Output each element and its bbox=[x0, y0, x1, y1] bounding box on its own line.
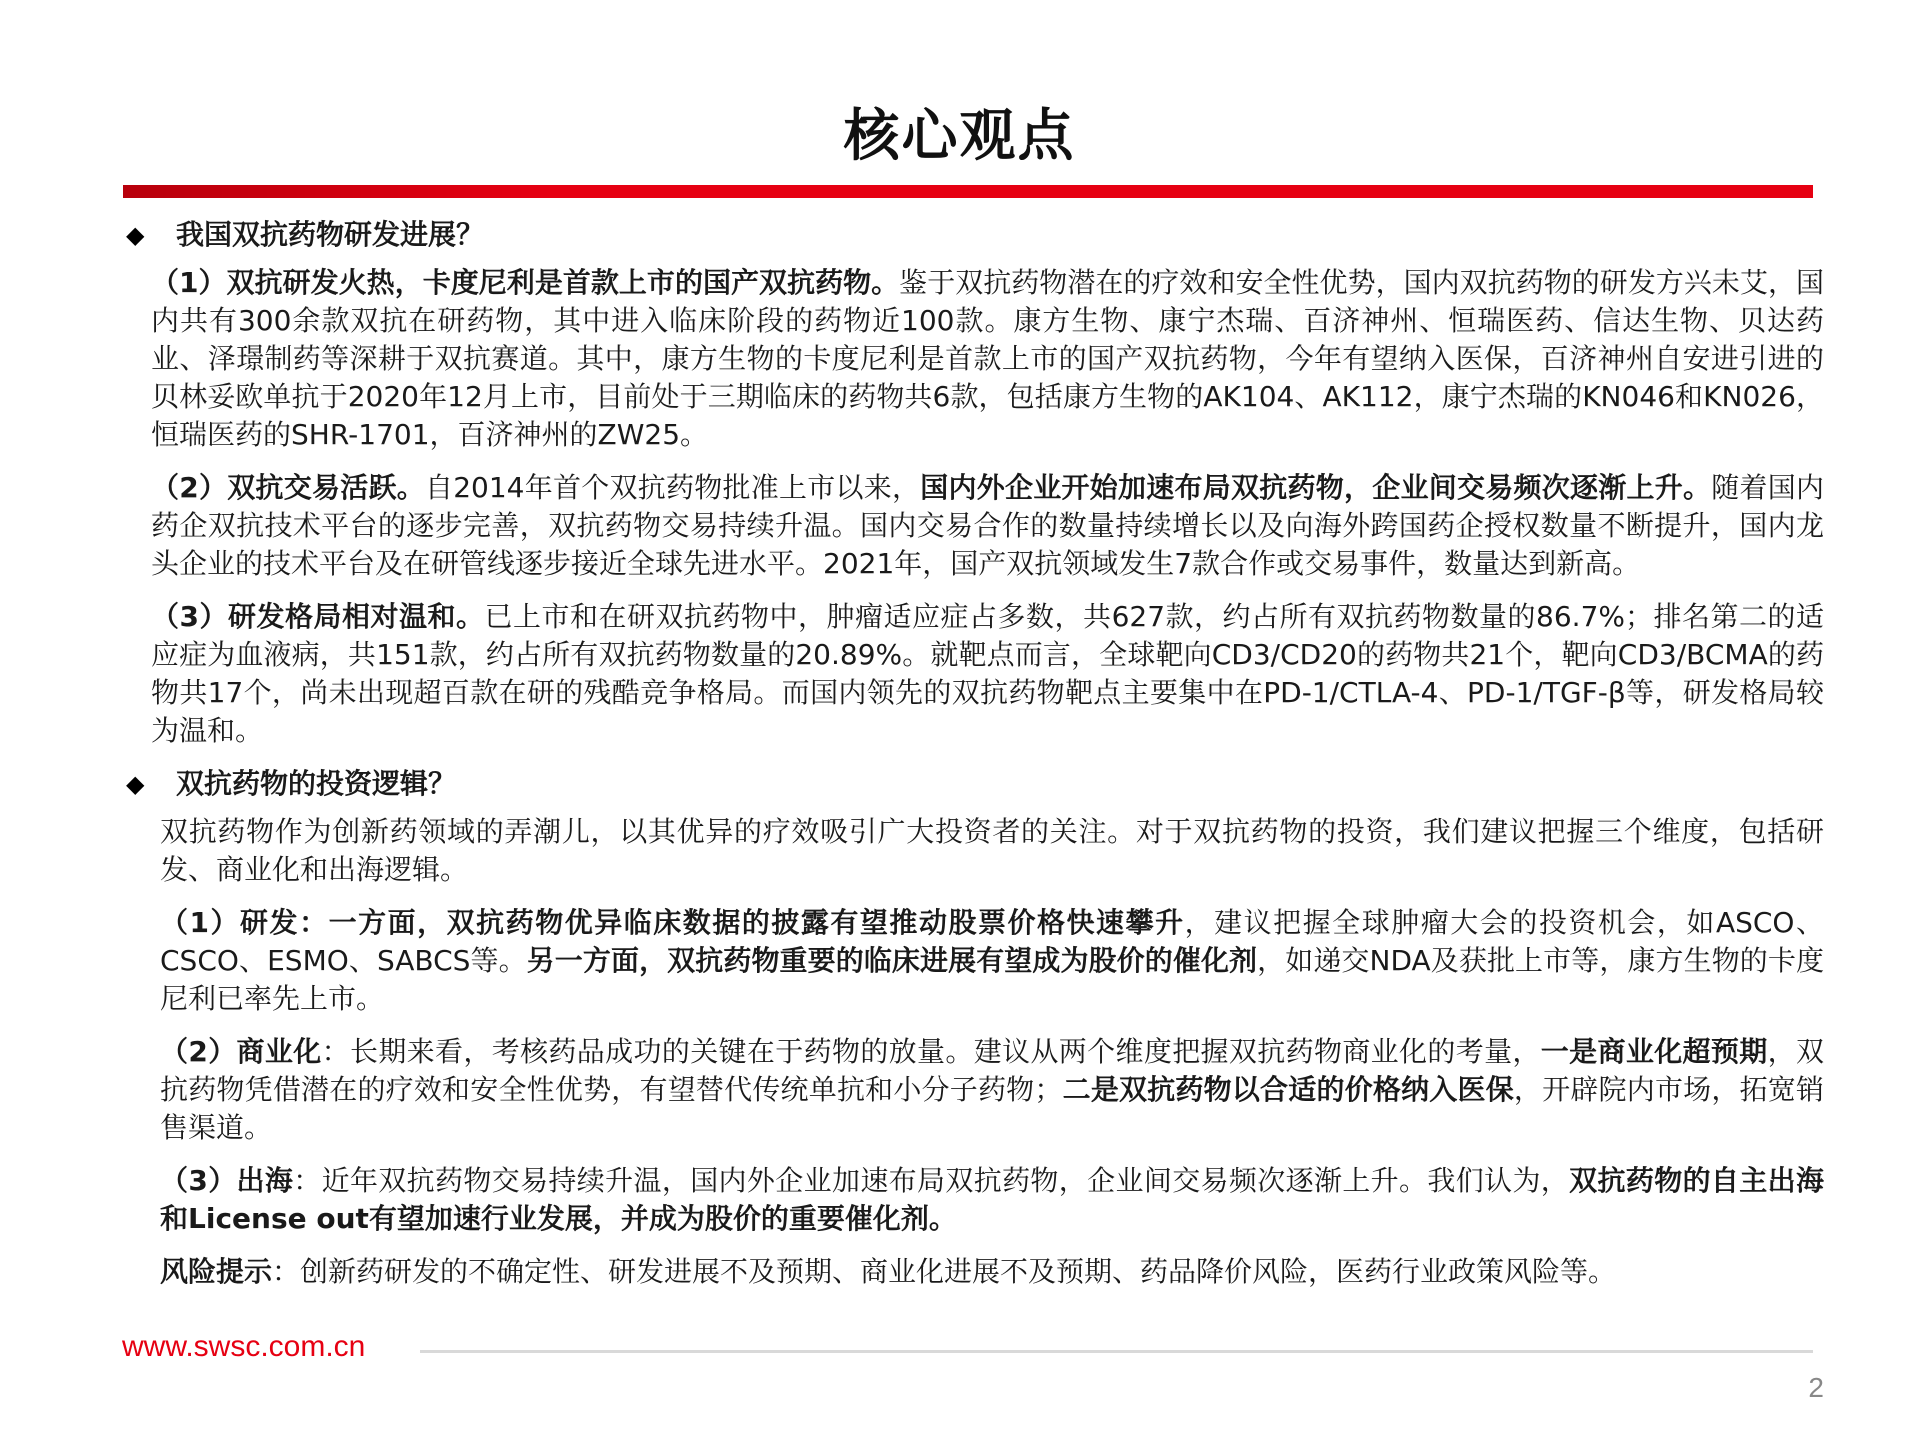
title-divider-bar bbox=[123, 185, 1813, 198]
paragraph-text: ，双抗药物凭借潜在的疗效和安全性优势，有望替代传统单抗和小分子药物； bbox=[160, 1035, 1824, 1106]
paragraph-emphasis: 二是双抗药物以合适的价格纳入医保 bbox=[1062, 1073, 1514, 1106]
paragraph-lead: （3）出海 bbox=[160, 1164, 294, 1197]
paragraph-1 bbox=[151, 264, 1824, 454]
paragraph-text: 随着国内药企双抗技术平台的逐步完善，双抗药物交易持续升温。国内交易合作的数量持续增长以及向海外跨国药企授权数量不断提升，国内龙头企业的技术平台及在研管线逐步接近全球先进水平。2021年，国产双抗领域发生7款合作或交易事件，数量达到新高。 bbox=[151, 471, 1824, 580]
diamond-bullet-icon: ◆ bbox=[126, 221, 145, 249]
paragraph-text: ：近年双抗药物交易持续升温，国内外企业加速布局双抗药物，企业间交易频次逐渐上升。我们认为， bbox=[293, 1164, 1570, 1197]
paragraph-lead: 风险提示 bbox=[160, 1255, 273, 1288]
paragraph-emphasis: 另一方面，双抗药物重要的临床进展有望成为股价的催化剂 bbox=[526, 944, 1258, 977]
page-title: 核心观点 bbox=[843, 104, 1076, 169]
section-heading-1 bbox=[126, 216, 1824, 254]
paragraph-commercial bbox=[160, 1033, 1824, 1147]
paragraph-emphasis: 一是商业化超预期 bbox=[1540, 1035, 1768, 1068]
paragraph-text: 鉴于双抗药物潜在的疗效和安全性优势，国内双抗药物的研发方兴未艾，国内共有300余款双抗在研药物，其中进入临床阶段的药物近100款。康方生物、康宁杰瑞、百济神州、恒瑞医药、信达生物、贝达药业、泽璟制药等深耕于双抗赛道。其中，康方生物的卡度尼利是首款上市的国产双抗药物，今年有望纳入医保，百济神州自安进引进的贝林妥欧单抗于2020年12月上市，目前处于三期临床的药物共6款，包括康方生物的AK104、AK112，康宁杰瑞的KN046和KN026，恒瑞医药的SHR-1701，百济神州的ZW25。 bbox=[151, 266, 1824, 451]
section-heading-text: 我国双抗药物研发进展？ bbox=[176, 218, 485, 251]
paragraph-text: ：创新药研发的不确定性、研发进展不及预期、商业化进展不及预期、药品降价风险，医药行业政策风险等。 bbox=[272, 1255, 1617, 1288]
footer-divider bbox=[420, 1350, 1813, 1353]
paragraph-text: ，开辟院内市场，拓宽销售渠道。 bbox=[160, 1073, 1824, 1144]
paragraph-text: 已上市和在研双抗药物中，肿瘤适应症占多数，共627款，约占所有双抗药物数量的86.7%；排名第二的适应症为血液病，共151款，约占所有双抗药物数量的20.89%。就靶点而言，全球靶向CD3/CD20的药物共21个，靶向CD3/BCMA的药物共17个，尚未出现超百款在研的残酷竞争格局。而国内领先的双抗药物靶点主要集中在PD-1/CTLA-4、PD-1/TGF-β等，研发格局较为温和。 bbox=[151, 600, 1824, 747]
footer-url[interactable]: www.swsc.com.cn bbox=[122, 1330, 366, 1363]
paragraph-text: ：长期来看，考核药品成功的关键在于药物的放量。建议从两个维度把握双抗药物商业化的考量， bbox=[321, 1035, 1541, 1068]
paragraph-text: 双抗药物作为创新药领域的弄潮儿，以其优异的疗效吸引广大投资者的关注。对于双抗药物的投资，我们建议把握三个维度，包括研发、商业化和出海逻辑。 bbox=[160, 815, 1824, 886]
paragraph-text: 自2014年首个双抗药物批准上市以来， bbox=[424, 471, 921, 504]
paragraph-lead: （1）研发：一方面，双抗药物优异临床数据的披露有望推动股票价格快速攀升 bbox=[160, 906, 1185, 939]
paragraph-text: ，如递交NDA及获批上市等，康方生物的卡度尼利已率先上市。 bbox=[160, 944, 1824, 1015]
paragraph-intro bbox=[160, 813, 1824, 889]
paragraph-text: ，建议把握全球肿瘤大会的投资机会，如ASCO、CSCO、ESMO、SABCS等。 bbox=[160, 906, 1824, 977]
paragraph-lead: （2）商业化 bbox=[160, 1035, 322, 1068]
paragraph-risk bbox=[160, 1253, 1824, 1291]
paragraph-lead: （1）双抗研发火热，卡度尼利是首款上市的国产双抗药物。 bbox=[151, 266, 900, 299]
page-number: 2 bbox=[1808, 1372, 1824, 1403]
paragraph-lead: （3）研发格局相对温和。 bbox=[151, 600, 485, 633]
diamond-bullet-icon: ◆ bbox=[126, 770, 145, 798]
section-heading-2 bbox=[126, 765, 1824, 803]
main-content bbox=[126, 212, 1824, 1306]
paragraph-3 bbox=[151, 598, 1824, 750]
paragraph-emphasis: 国内外企业开始加速布局双抗药物，企业间交易频次逐渐上升。 bbox=[920, 471, 1712, 504]
paragraph-emphasis: 双抗药物的自主出海和License out有望加速行业发展，并成为股价的重要催化剂。 bbox=[160, 1164, 1824, 1235]
paragraph-rd bbox=[160, 904, 1824, 1018]
paragraph-overseas bbox=[160, 1162, 1824, 1238]
section-heading-text: 双抗药物的投资逻辑？ bbox=[176, 767, 457, 800]
paragraph-2 bbox=[151, 469, 1824, 583]
paragraph-lead: （2）双抗交易活跃。 bbox=[151, 471, 425, 504]
